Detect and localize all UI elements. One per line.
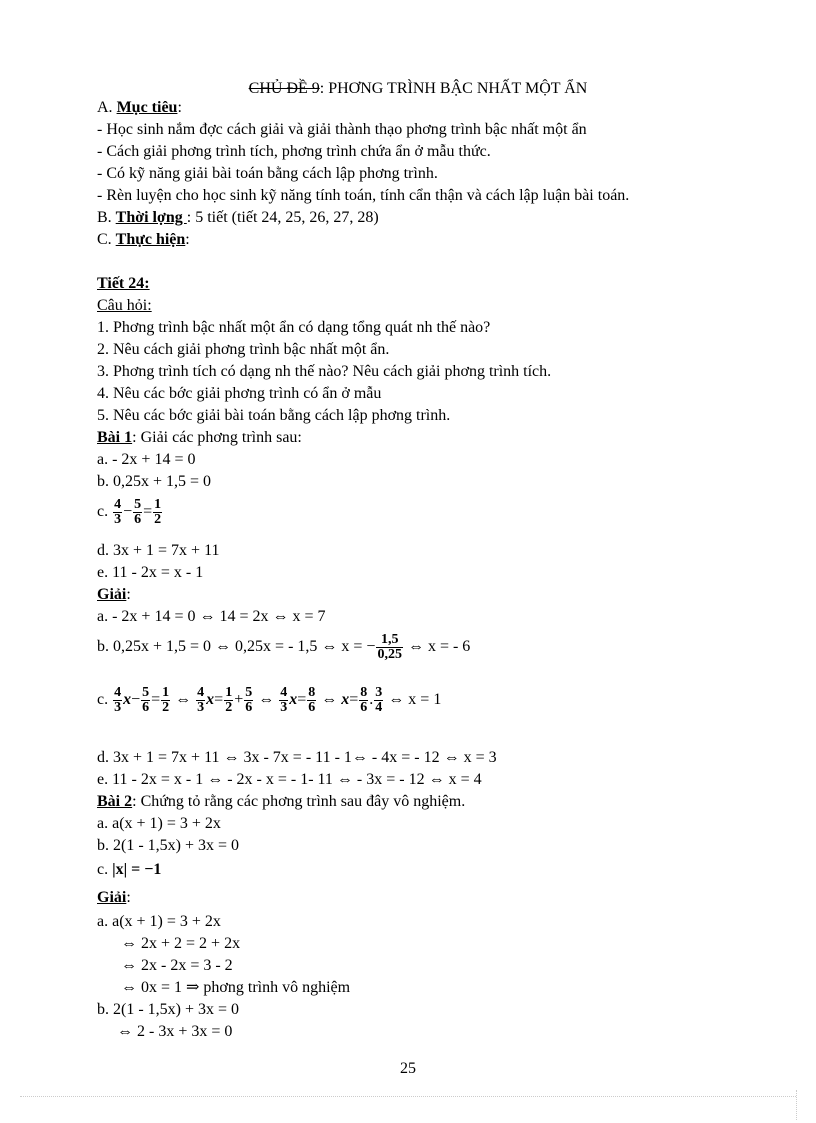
question-4: 4. Nêu các bớc giải phơng trình có ẩn ở mẫu [97, 385, 382, 402]
goal-2: - Cách giải phơng trình tích, phơng trình chứa ẩn ở mẫu thức. [97, 143, 491, 160]
solution-label: Giải [97, 889, 127, 906]
sol2-a0: a. a(x + 1) = 3 + 2x [97, 913, 221, 930]
section-a-colon: : [177, 99, 182, 116]
sol1-e: e. 11 - 2x = x - 1 ⇔ - 2x - x = - 1- 11 ⇔ - 3x = - 12 ⇔ x = 4 [97, 771, 482, 788]
solution-label: Giải [97, 586, 127, 603]
ex2-c [97, 860, 161, 880]
question-5: 5. Nêu các bớc giải bài toán bằng cách lập phơng trình. [97, 407, 451, 424]
sol1-b-left: b. 0,25x + 1,5 = 0 ⇔ 0,25x = - 1,5 ⇔ x = [97, 638, 367, 655]
ex1-e: e. 11 - 2x = x - 1 [97, 564, 204, 581]
exercise-2-label: Bài 2 [97, 793, 133, 810]
sol1-a: a. - 2x + 14 = 0 ⇔ 14 = 2x ⇔ x = 7 [97, 608, 326, 625]
ex2-c-label: c. [97, 861, 113, 878]
section-b [97, 208, 379, 228]
sol2-b0: b. 2(1 - 1,5x) + 3x = 0 [97, 1001, 240, 1018]
goal-4: - Rèn luyện cho học sinh kỹ năng tính toán, tính cẩn thận và cách lập luận bài toán. [97, 187, 630, 204]
ex1-c: c. $\frac{4}{3}$ − $\frac{5}{6}$ = $\frac{1}{2}$ [97, 496, 162, 527]
sol2-b1: ⇔ 2 - 3x + 3x = 0 [117, 1023, 233, 1040]
section-a-label: A. [97, 99, 117, 116]
section-b-text: : 5 tiết (tiết 24, 25, 26, 27, 28) [186, 209, 379, 226]
sol2-a3: ⇔ 0x = 1 ⇒ phơng trình vô nghiệm [121, 979, 351, 996]
question-3: 3. Phơng trình tích có dạng nh thế nào? Nêu cách giải phơng trình tích. [97, 363, 552, 380]
page-number: 25 [400, 1060, 416, 1077]
ex2-b: b. 2(1 - 1,5x) + 3x = 0 [97, 837, 240, 854]
sol1-c-label: c. [97, 691, 113, 708]
section-c [97, 230, 190, 250]
goal-3: - Có kỹ năng giải bài toán bằng cách lập phơng trình. [97, 165, 438, 182]
sol1-c: c. $\frac{4}{3}$ x− $\frac{5}{6}$ = $\frac{1}{2}$ ⇔ $\frac{4}{3}$ x= $\frac{1}{2}$ + $\frac{5}{6}$ ⇔ $\frac{4}{3}$ x= $\frac{8}{6}$ ⇔ x= $\frac{8}{6}$ . $\frac{3}{4}$ ⇔ x = 1 [97, 684, 442, 715]
questions-heading: Câu hỏi: [97, 297, 152, 314]
exercise-2-text: : Chứng tỏ rằng các phơng trình sau đây vô nghiệm. [132, 793, 466, 810]
section-b-heading: Thời lợng [115, 209, 187, 226]
exercise-1-text: : Giải các phơng trình sau: [132, 429, 302, 446]
section-a [97, 98, 182, 118]
ex2-a: a. a(x + 1) = 3 + 2x [97, 815, 221, 832]
exercise-2-heading [97, 792, 465, 812]
solution-1-heading: Giải: [97, 586, 131, 603]
fraction: $\frac{1,5}{0,25}$ [377, 631, 402, 662]
exercise-1-heading [97, 428, 302, 448]
fraction: $\frac{1}{2}$ [154, 496, 162, 527]
exercise-1-label: Bài 1 [97, 429, 133, 446]
page-title [0, 79, 816, 99]
section-c-colon: : [185, 231, 190, 248]
title-topic: CHỦ ĐỀ 9 [248, 80, 320, 97]
question-2: 2. Nêu cách giải phơng trình bậc nhất một ẩn. [97, 341, 390, 358]
section-c-heading: Thực hiện [115, 231, 186, 248]
page-border [20, 1096, 796, 1097]
lesson-heading: Tiết 24: [97, 275, 150, 292]
sol1-d: d. 3x + 1 = 7x + 11 ⇔ 3x - 7x = - 11 - 1⇔ - 4x = - 12 ⇔ x = 3 [97, 749, 497, 766]
fraction: $\frac{5}{6}$ [134, 496, 142, 527]
sol1-b-right: ⇔ x = - 6 [403, 638, 471, 655]
sol2-a2: ⇔ 2x - 2x = 3 - 2 [121, 957, 233, 974]
sol1-b: b. 0,25x + 1,5 = 0 ⇔ 0,25x = - 1,5 ⇔ x = − $\frac{1,5}{0,25}$ ⇔ x = - 6 [97, 631, 471, 662]
sol1-c-result: ⇔ x = 1 [384, 691, 442, 708]
solution-2-heading: Giải: [97, 889, 131, 906]
section-b-label: B. [97, 209, 116, 226]
ex1-c-label: c. [97, 503, 113, 520]
section-a-heading: Mục tiêu [116, 99, 178, 116]
sol2-a1: ⇔ 2x + 2 = 2 + 2x [121, 935, 241, 952]
question-1: 1. Phơng trình bậc nhất một ẩn có dạng tổng quát nh thế nào? [97, 319, 491, 336]
goal-1: - Học sinh nắm đợc cách giải và giải thành thạo phơng trình bậc nhất một ẩn [97, 121, 587, 138]
fraction: $\frac{4}{3}$ [114, 496, 122, 527]
ex1-a: a. - 2x + 14 = 0 [97, 451, 196, 468]
section-c-label: C. [97, 231, 116, 248]
ex1-b: b. 0,25x + 1,5 = 0 [97, 473, 212, 490]
title-text: : PHƠNG TRÌNH BẬC NHẤT MỘT ẨN [319, 80, 588, 97]
ex1-d: d. 3x + 1 = 7x + 11 [97, 542, 220, 559]
page-corner [796, 1090, 797, 1120]
ex2-c-equation: |x| = −1 [112, 861, 162, 878]
